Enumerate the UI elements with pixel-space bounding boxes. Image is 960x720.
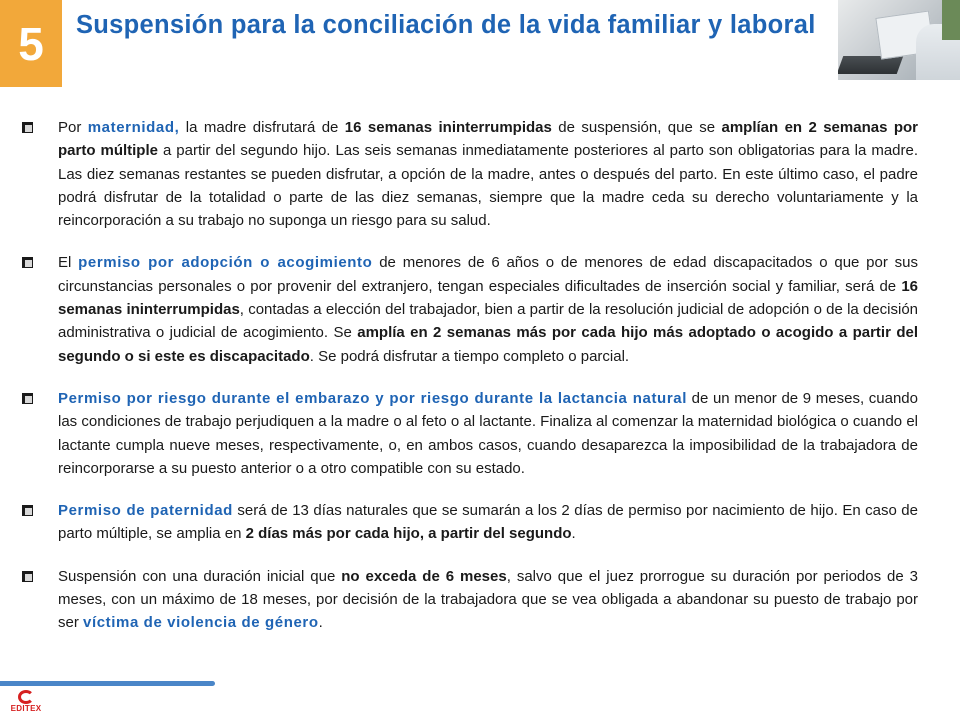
- bold-text: amplían en 2 semanas por parto múltiple: [58, 119, 918, 160]
- content-list: [22, 116, 918, 654]
- bold-text: amplía en 2 semanas más por cada hijo más adoptado o acogido a partir del segundo o si este es discapacitado: [58, 324, 918, 365]
- highlight-text: Permiso de paternidad: [58, 502, 233, 520]
- editex-logo: [4, 690, 48, 718]
- body-text: Suspensión con una duración inicial que: [58, 567, 342, 585]
- checkbox-bullet-icon: [22, 505, 33, 516]
- list-item-adopcion: [22, 251, 918, 367]
- body-text: . Se podrá disfrutar a tiempo completo o parcial.: [309, 347, 630, 365]
- checkbox-bullet-icon: [22, 571, 33, 582]
- list-item-text: [58, 387, 918, 480]
- footer-divider: [0, 681, 215, 686]
- highlight-text: permiso por adopción o acogimiento: [78, 254, 373, 272]
- body-text: Por: [58, 119, 88, 136]
- list-item-text: [58, 116, 918, 232]
- highlight-text: maternidad,: [87, 119, 180, 136]
- checkbox-bullet-icon: [22, 122, 33, 133]
- highlight-text: víctima de violencia de género: [83, 614, 319, 632]
- body-text: El: [58, 254, 79, 272]
- list-item-text: [58, 499, 918, 546]
- section-number: 5: [18, 17, 44, 70]
- logo-text: EDITEX: [10, 704, 42, 713]
- list-item-text: [58, 565, 918, 635]
- bold-text: 16 semanas ininterrumpidas: [58, 277, 918, 319]
- bold-text: 2 días más por cada hijo, a partir del segundo: [245, 525, 572, 543]
- body-text: , contadas a elección del trabajador, bien a partir de la resolución judicial de adopción o de la decisión administrativa o judicial de acogimiento. Se: [58, 301, 919, 342]
- title-box: [62, 0, 838, 80]
- list-item-violencia: [22, 565, 918, 635]
- list-item-paternidad: [22, 499, 918, 546]
- body-text: a partir del segundo hijo. Las seis semanas inmediatamente posteriores al parto son obligatorias para la madre. Las diez semanas restantes se pueden disfrutar, a opción de la madre, antes o después del parto. En este último caso, el padre podrá disfrutar de la totalidad o parte de las diez semanas, siempre que la madre ceda su derecho voluntariamente y la reincorporación a su trabajo no suponga un riesgo para su salud.: [58, 142, 919, 230]
- body-text: , salvo que el juez prorrogue su duración por periodos de 3 meses, con un máximo de 18 meses, por decisión de la trabajadora que se vea obligada a abandonar su puesto de trabajo por ser: [58, 567, 918, 632]
- photo-book-shape: [838, 56, 903, 74]
- checkbox-bullet-icon: [22, 393, 33, 404]
- highlight-text: Permiso por riesgo durante el embarazo y por riesgo durante la lactancia natural: [58, 389, 687, 407]
- list-item-maternidad: [22, 116, 918, 232]
- editex-logo-icon: [18, 690, 34, 704]
- photo-tie-shape: [942, 0, 960, 40]
- bold-text: 16 semanas ininterrumpidas: [344, 119, 552, 136]
- body-text: de suspensión, que se: [551, 119, 722, 136]
- body-text: .: [318, 614, 323, 632]
- checkbox-bullet-icon: [22, 257, 33, 268]
- body-text: .: [571, 525, 576, 543]
- header-photo: [838, 0, 960, 80]
- body-text: de menores de 6 años o de menores de edad discapacitados o que por sus circunstancias personales o por provenir del extranjero, tengan especiales dificultades de inserción social y familiar, será de: [58, 254, 919, 295]
- section-number-box: [0, 0, 62, 87]
- body-text: será de 13 días naturales que se sumarán a los 2 días de permiso por nacimiento de hijo. En caso de parto múltiple, se amplia en: [58, 502, 918, 543]
- body-text: la madre disfrutará de: [179, 119, 345, 136]
- body-text: de un menor de 9 meses, cuando las condiciones de trabajo perjudiquen a la madre o al feto o al lactante. Finaliza al comenzar la maternidad biológica o cuando el lactante cumpla nueve meses, respectivamente, o, en ambos casos, cuando desaparezca la imposibilidad de la trabajadora de reincorporarse a su puesto anterior o a otro compatible con su estado.: [58, 389, 918, 477]
- list-item-text: [58, 251, 918, 367]
- page-title: Suspensión para la conciliación de la vida familiar y laboral: [76, 11, 816, 39]
- bold-text: no exceda de 6 meses: [341, 567, 507, 585]
- list-item-riesgo: [22, 387, 918, 480]
